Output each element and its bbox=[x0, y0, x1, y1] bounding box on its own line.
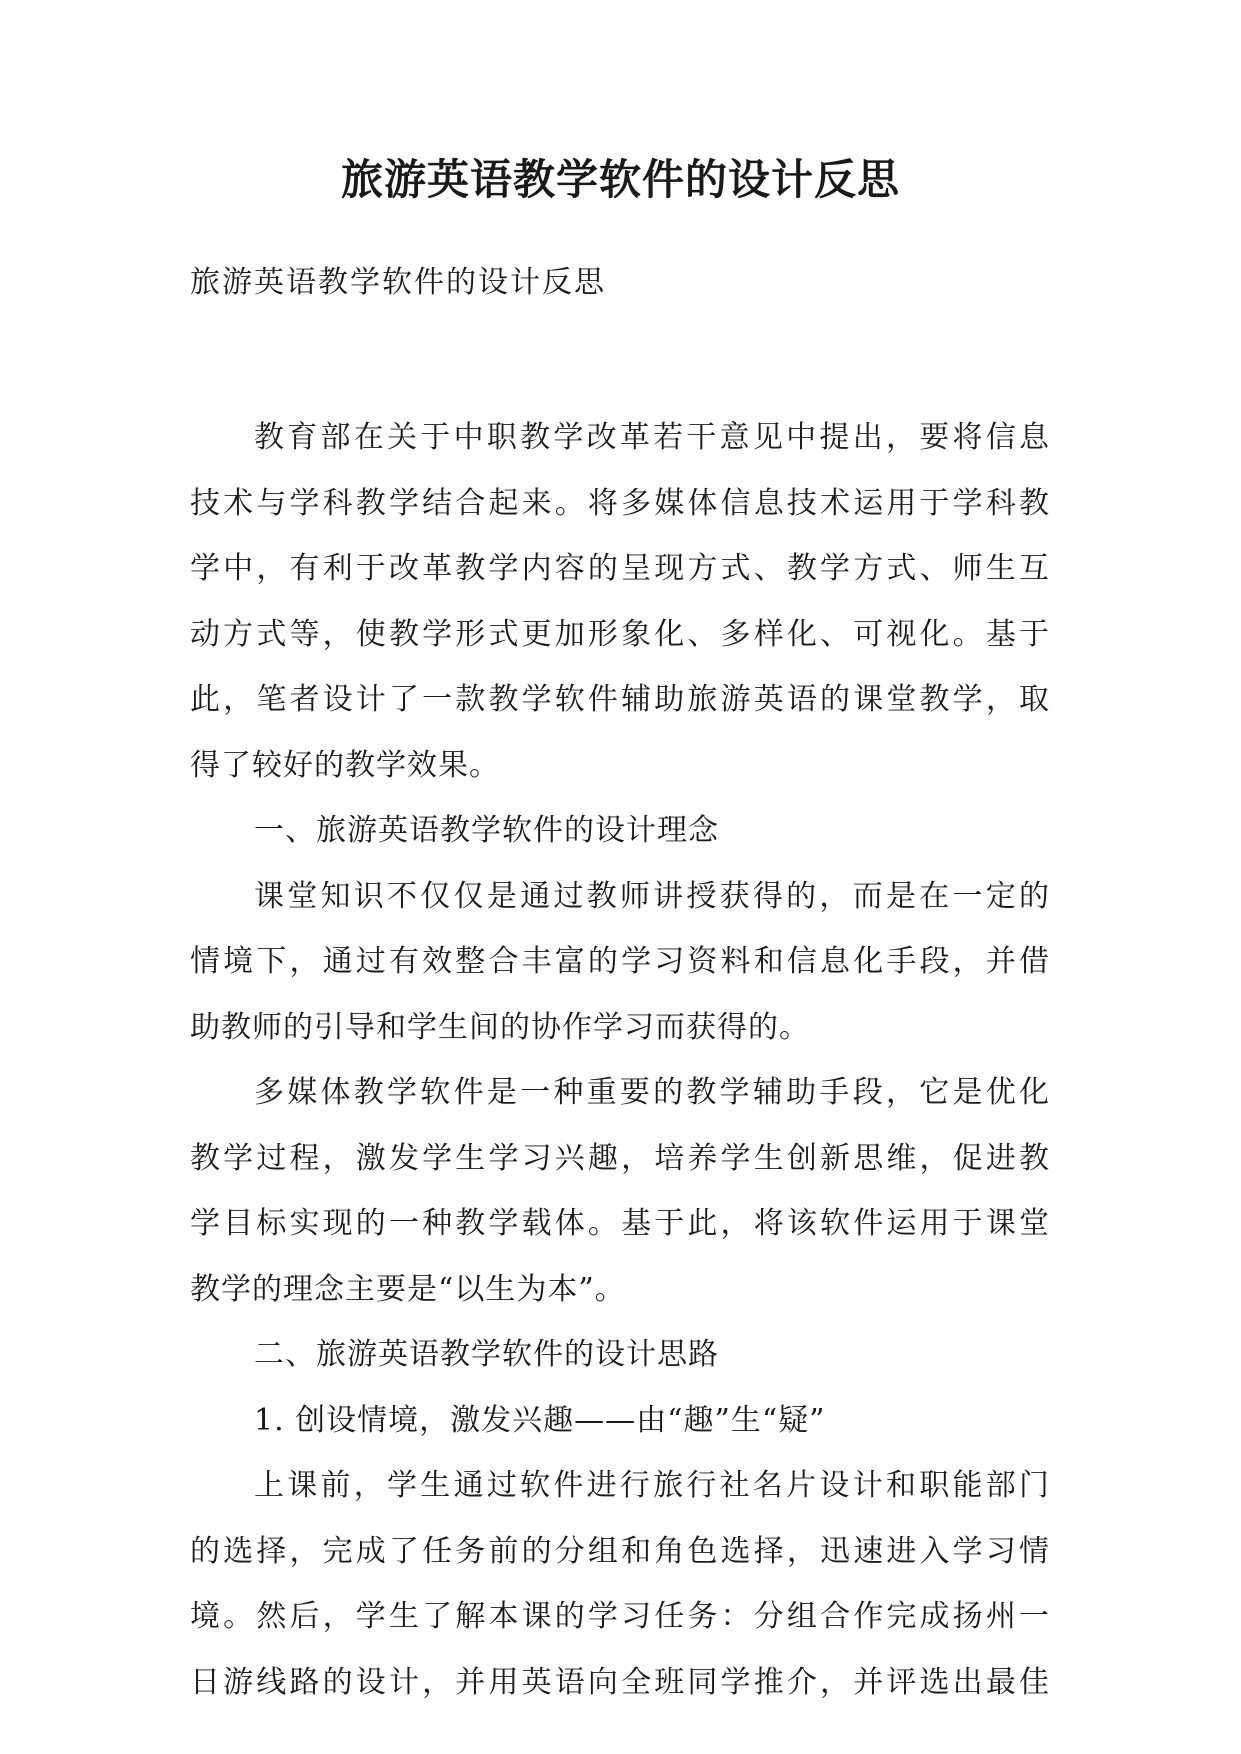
text-line: 教学的理念主要是“以生为本”。 bbox=[190, 1271, 626, 1307]
text-line: 境。然后，学生了解本课的学习任务：分组合作完成扬州一 bbox=[190, 1599, 1050, 1634]
text-line: 得了较好的教学效果。 bbox=[190, 747, 500, 783]
text-line: 多媒体教学软件是一种重要的教学辅助手段，它是优化 bbox=[254, 1075, 1050, 1110]
text-line: 动方式等，使教学形式更加形象化、多样化、可视化。基于 bbox=[190, 616, 1050, 652]
text-line: 一、旅游英语教学软件的设计理念 bbox=[254, 813, 719, 848]
document-subtitle: 旅游英语教学软件的设计反思 bbox=[190, 265, 606, 300]
text-line: 情境下，通过有效整合丰富的学习资料和信息化手段，并借 bbox=[190, 944, 1050, 979]
text-line: 二、旅游英语教学软件的设计思路 bbox=[254, 1337, 719, 1372]
text-line: 学目标实现的一种教学载体。基于此，将该软件运用于课堂 bbox=[190, 1206, 1050, 1241]
text-line: 助教师的引导和学生间的协作学习而获得的。 bbox=[190, 1009, 810, 1045]
text-line: 学中，有利于改革教学内容的呈现方式、教学方式、师生互 bbox=[190, 551, 1050, 586]
document-body bbox=[190, 405, 1050, 1715]
text-line: 教育部在关于中职教学改革若干意见中提出，要将信息 bbox=[254, 420, 1050, 455]
text-line: 此，笔者设计了一款教学软件辅助旅游英语的课堂教学，取 bbox=[190, 682, 1050, 717]
text-line: 课堂知识不仅仅是通过教师讲授获得的，而是在一定的 bbox=[254, 878, 1050, 914]
text-line: 教学过程，激发学生学习兴趣，培养学生创新思维，促进教 bbox=[190, 1140, 1050, 1176]
text-line: 1. 创设情境，激发兴趣——由“趣”生“疑” bbox=[254, 1402, 826, 1438]
text-line: 技术与学科教学结合起来。将多媒体信息技术运用于学科教 bbox=[190, 485, 1050, 521]
text-line: 日游线路的设计，并用英语向全班同学推介，并评选出最佳 bbox=[190, 1664, 1050, 1700]
document-title: 旅游英语教学软件的设计反思 bbox=[340, 155, 900, 204]
text-line: 上课前，学生通过软件进行旅行社名片设计和职能部门 bbox=[254, 1468, 1050, 1503]
text-line: 的选择，完成了任务前的分组和角色选择，迅速进入学习情 bbox=[190, 1533, 1050, 1569]
